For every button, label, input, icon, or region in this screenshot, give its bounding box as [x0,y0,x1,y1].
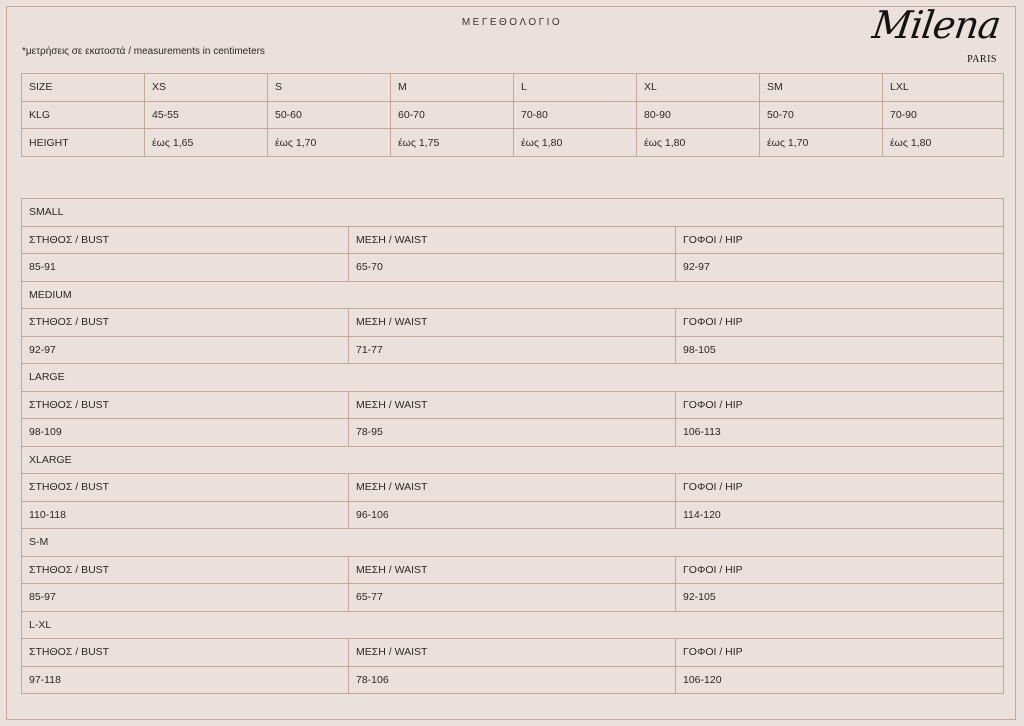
measurement-label: ΣΤΗΘΟΣ / BUST [22,474,349,502]
size-cell: XS [145,74,268,102]
size-cell: S [268,74,391,102]
measurement-value: 92-97 [22,336,349,364]
size-row-header: SIZE [22,74,145,102]
size-cell: SM [760,74,883,102]
size-cell: M [391,74,514,102]
size-cell: 50-60 [268,101,391,129]
measurement-label: ΓΟΦΟΙ / HIP [676,474,1004,502]
measurement-value: 85-97 [22,584,349,612]
size-cell: XL [637,74,760,102]
size-cell: 60-70 [391,101,514,129]
measurement-value: 97-118 [22,666,349,694]
measurement-value-row [22,254,1004,282]
measurement-label: ΣΤΗΘΟΣ / BUST [22,309,349,337]
brand-logo [870,3,1010,68]
size-group-name: S-M [22,529,1004,557]
measurement-label-row [22,556,1004,584]
measurement-value: 85-91 [22,254,349,282]
size-group-name: MEDIUM [22,281,1004,309]
measurement-label: ΜΕΣΗ / WAIST [349,639,676,667]
measurement-label: ΓΟΦΟΙ / HIP [676,556,1004,584]
size-cell: έως 1,65 [145,129,268,157]
size-group-row [22,281,1004,309]
measurement-value: 106-120 [676,666,1004,694]
measurement-note: *μετρήσεις σε εκατοστά / measurements in centimeters [22,46,265,57]
measurement-value: 65-70 [349,254,676,282]
size-cell: 45-55 [145,101,268,129]
measurement-value-row [22,584,1004,612]
size-group-name: XLARGE [22,446,1004,474]
measurement-label: ΓΟΦΟΙ / HIP [676,226,1004,254]
measurement-label: ΜΕΣΗ / WAIST [349,556,676,584]
size-cell: έως 1,70 [760,129,883,157]
measurement-value-row [22,419,1004,447]
size-group-row [22,199,1004,227]
size-table-row [22,101,1004,129]
size-cell: LXL [883,74,1004,102]
logo-sub: PARIS [967,54,997,65]
measurement-label: ΣΤΗΘΟΣ / BUST [22,226,349,254]
size-cell: έως 1,80 [883,129,1004,157]
size-cell: L [514,74,637,102]
size-row-header: HEIGHT [22,129,145,157]
measurement-value: 110-118 [22,501,349,529]
size-cell: έως 1,70 [268,129,391,157]
size-cell: έως 1,80 [514,129,637,157]
size-cell: 80-90 [637,101,760,129]
measurement-value-row [22,501,1004,529]
size-cell: 70-80 [514,101,637,129]
measurement-value: 92-105 [676,584,1004,612]
size-chart-table [21,73,1004,157]
size-cell: έως 1,75 [391,129,514,157]
size-table-row [22,129,1004,157]
measurement-label: ΓΟΦΟΙ / HIP [676,309,1004,337]
size-group-row [22,364,1004,392]
size-group-name: LARGE [22,364,1004,392]
size-row-header: KLG [22,101,145,129]
measurement-label: ΓΟΦΟΙ / HIP [676,391,1004,419]
measurement-label-row [22,226,1004,254]
measurement-value-row [22,336,1004,364]
measurement-value: 98-109 [22,419,349,447]
measurement-label: ΣΤΗΘΟΣ / BUST [22,391,349,419]
measurement-value-row [22,666,1004,694]
measurement-value: 78-95 [349,419,676,447]
measurement-value: 106-113 [676,419,1004,447]
size-cell: έως 1,80 [637,129,760,157]
logo-name: Milena [870,3,1004,47]
measurement-label: ΜΕΣΗ / WAIST [349,391,676,419]
size-group-name: SMALL [22,199,1004,227]
size-cell: 70-90 [883,101,1004,129]
measurement-label: ΣΤΗΘΟΣ / BUST [22,556,349,584]
size-cell: 50-70 [760,101,883,129]
page-title: ΜΕΓΕΘΟΛΟΓΙΟ [461,17,563,28]
measurement-label: ΣΤΗΘΟΣ / BUST [22,639,349,667]
measurement-value: 92-97 [676,254,1004,282]
measurement-label-row [22,309,1004,337]
measurement-value: 114-120 [676,501,1004,529]
size-group-row [22,446,1004,474]
measurement-label: ΜΕΣΗ / WAIST [349,474,676,502]
size-table-row [22,74,1004,102]
measurement-label: ΓΟΦΟΙ / HIP [676,639,1004,667]
measurement-value: 78-106 [349,666,676,694]
measurement-label-row [22,639,1004,667]
measurement-label: ΜΕΣΗ / WAIST [349,226,676,254]
measurement-value: 65-77 [349,584,676,612]
measurement-value: 71-77 [349,336,676,364]
body-measurements-table [21,198,1004,694]
size-group-name: L-XL [22,611,1004,639]
measurement-label-row [22,391,1004,419]
measurement-value: 96-106 [349,501,676,529]
size-group-row [22,529,1004,557]
measurement-value: 98-105 [676,336,1004,364]
measurement-label: ΜΕΣΗ / WAIST [349,309,676,337]
size-group-row [22,611,1004,639]
measurement-label-row [22,474,1004,502]
